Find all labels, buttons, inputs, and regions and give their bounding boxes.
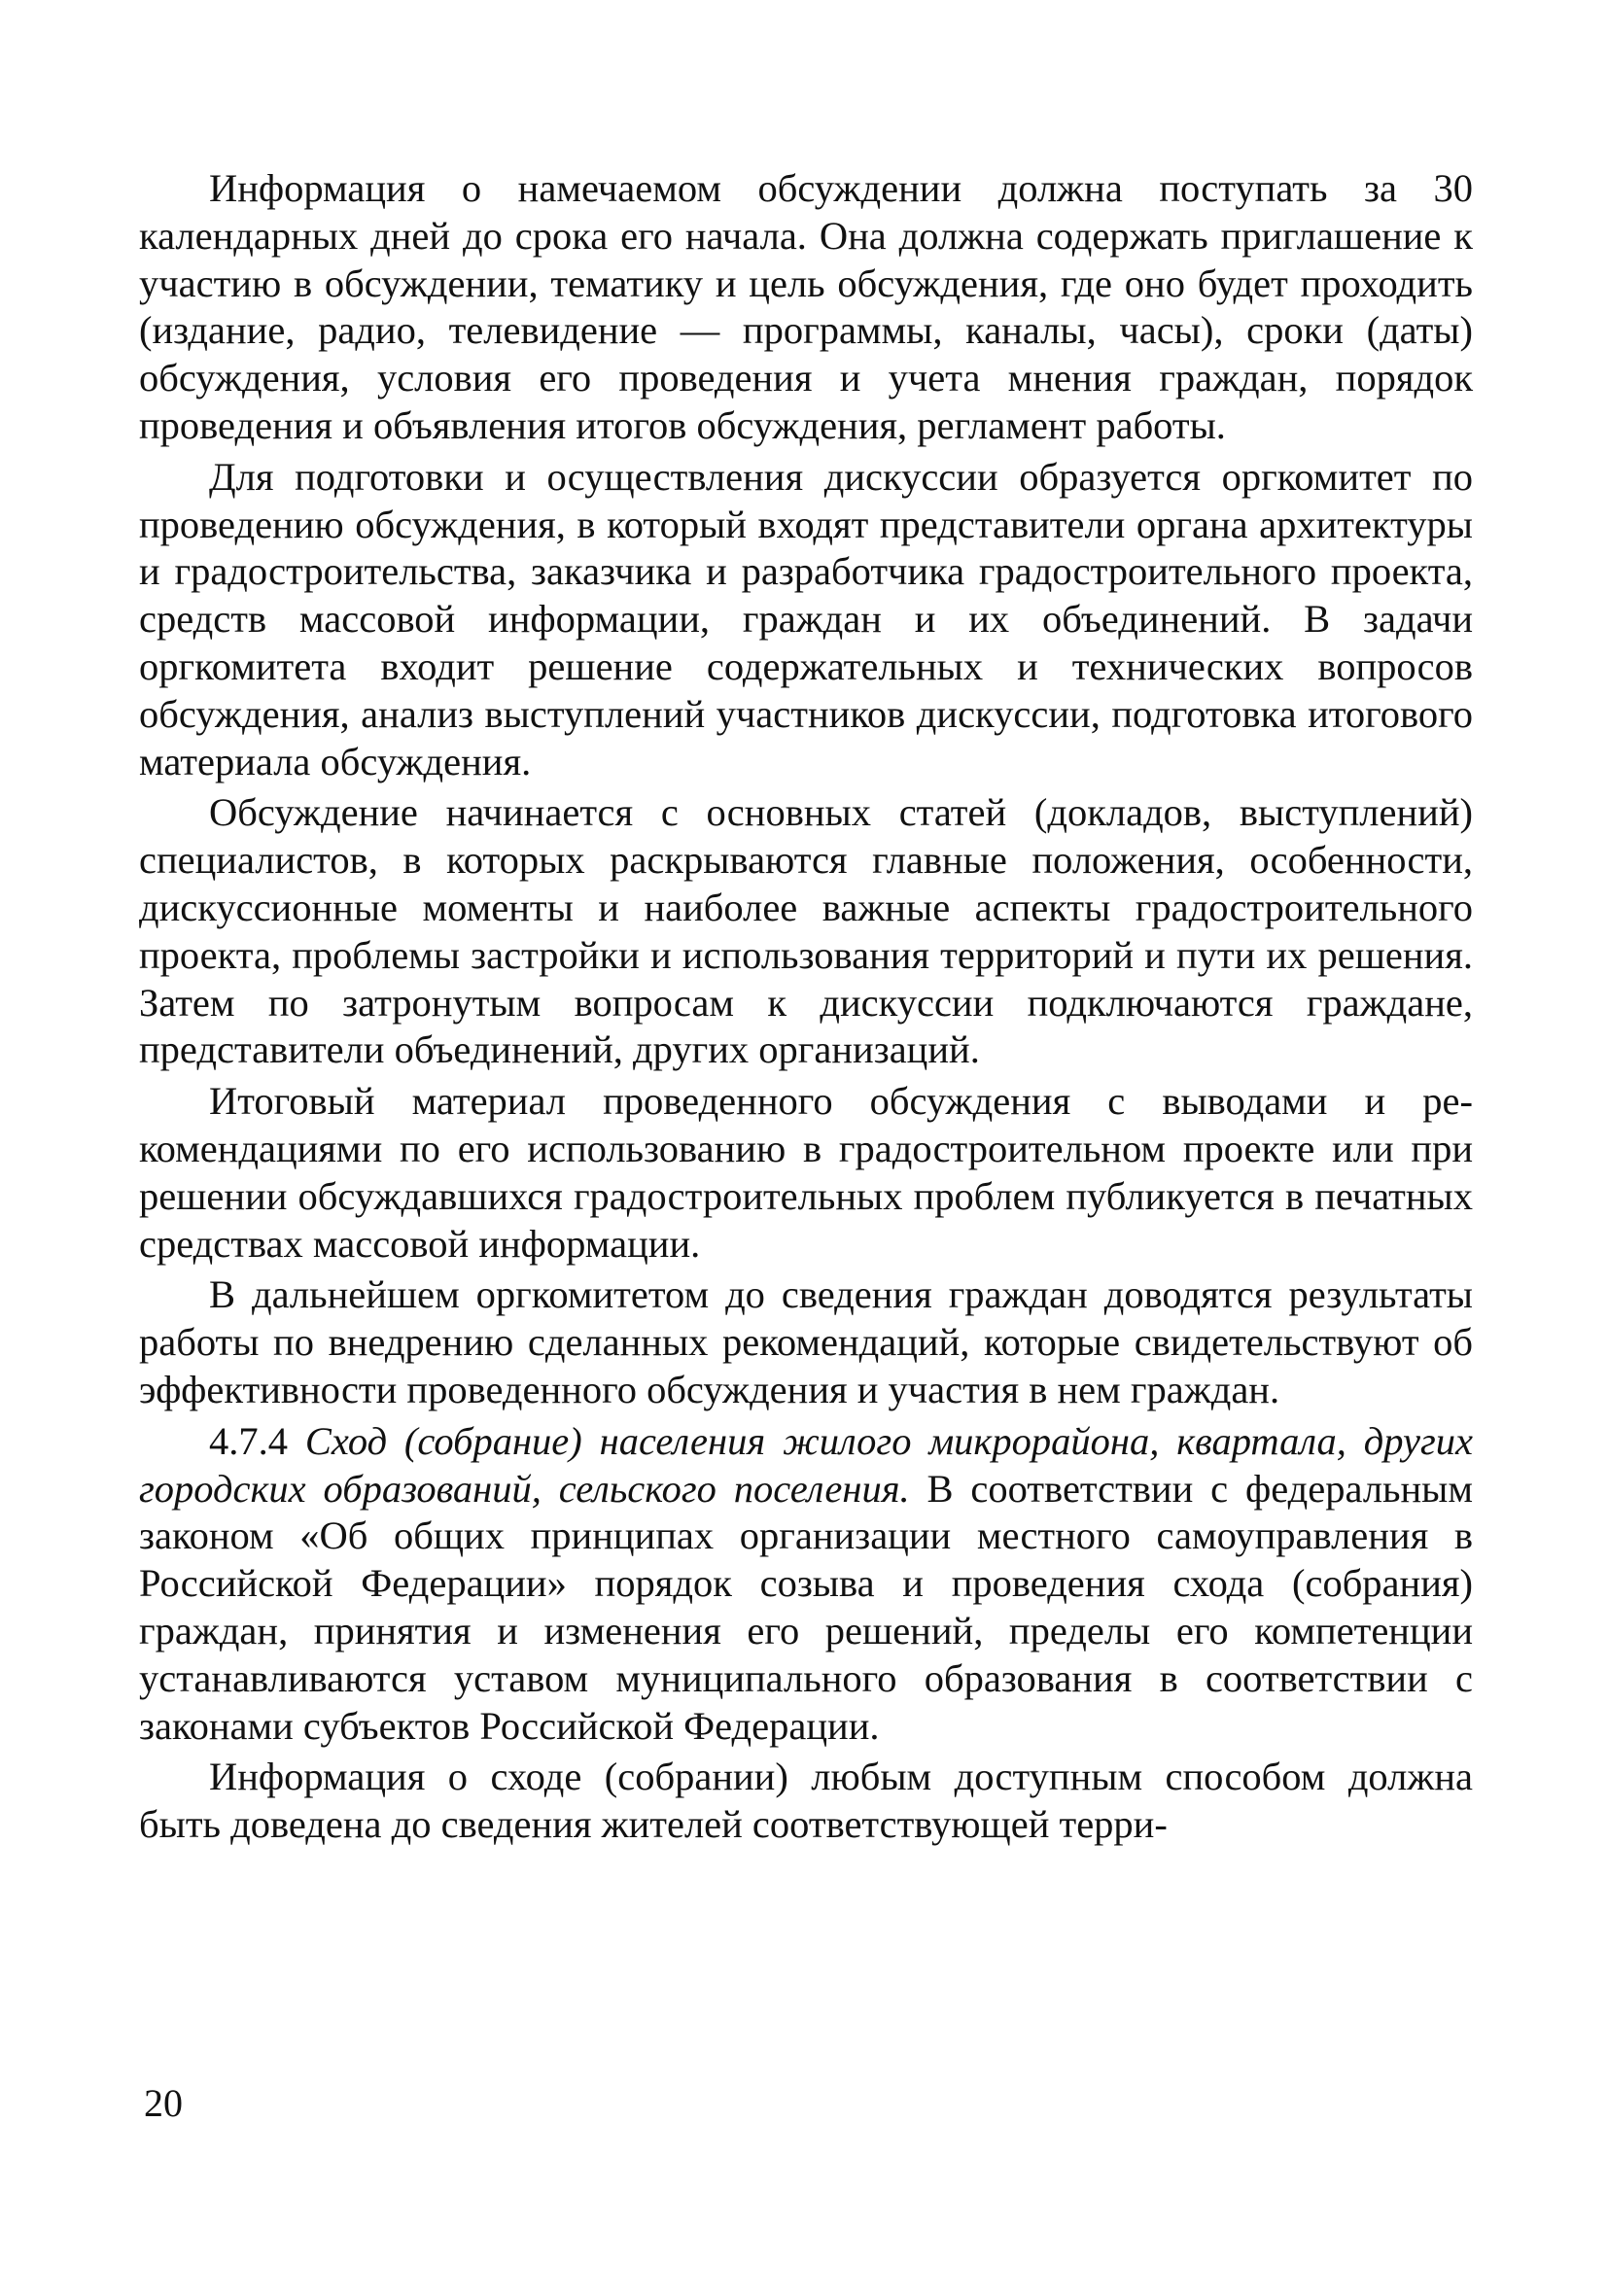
paragraph-assembly-info: Информация о сходе (собрании) любым доступным способом должна быть доведена до сведения жителей соответствующей терри-	[139, 1755, 1473, 1847]
section-number: 4.7.4	[209, 1418, 288, 1463]
section-4-7-4	[139, 1418, 1473, 1751]
paragraph-announcement: Информация о намечаемом обсуждении должна поступать за 30 календарных дней до срока его начала. Она должна содержать приглашение к участию в обсуждении, тематику и цель обсуждения, где оно будет проходить (издание, радио, телевидение — программы, каналы, часы), сроки (даты) обсуждения, условия его проведения и учета мнения граждан, порядок проведения и объявления итогов обсуждения, регламент работы.	[139, 166, 1473, 447]
paragraph-organizing-committee: Для подготовки и осуществления дискуссии образуется оргкомитет по проведению обсуждения, в который входят представители органа архитектуры и градостроительства, заказчика и разработчика градостроительного проекта, средств массовой информации, граждан и их объединений. В задачи оргкомитета входит решение содержательных и технических вопросов обсуждения, анализ выступлений участников дискуссии, подготовка итогового материала обсуждения.	[139, 454, 1473, 783]
paragraph-results: В дальнейшем оргкомитетом до сведения граждан доводятся результаты работы по внедрению сделанных рекомендаций, которые свидетельствуют об эффективности проведенного обсуждения и участия в нем граждан.	[139, 1272, 1473, 1411]
paragraph-final-material: Итоговый материал проведенного обсуждения с выводами и рекомендациями по его использованию в градостроительном проекте или при решении обсуждавшихся градостроительных проблем публикуется в печатных средствах массовой информации.	[139, 1079, 1473, 1266]
page-number: 20	[144, 2081, 183, 2125]
section-title: Сход (собрание) населения жилого микрорайона, квартала, других городских образований, сельского поселения.	[139, 1418, 1474, 1511]
section-body: В соответствии с федеральным законом «Об общих принципах организации местного самоуправления в Российской Федерации» порядок созыва и проведения схода (собрания) граждан, принятия и изменения его решений, пределы его компетенции устанавливаются уставом муниципального образования в соответствии с законами субъектов Российской Федерации.	[139, 1466, 1474, 1748]
paragraph-discussion-start: Обсуждение начинается с основных статей (докладов, выступлений) специалистов, в которых раскрываются главные положения, особенности, дискуссионные моменты и наиболее важные аспекты градостроительного проекта, проблемы застройки и использования территорий и пути их решения. Затем по затронутым вопросам к дискуссии подключаются граждане, представители объединений, других организаций.	[139, 790, 1473, 1072]
document-page	[139, 165, 1473, 1853]
